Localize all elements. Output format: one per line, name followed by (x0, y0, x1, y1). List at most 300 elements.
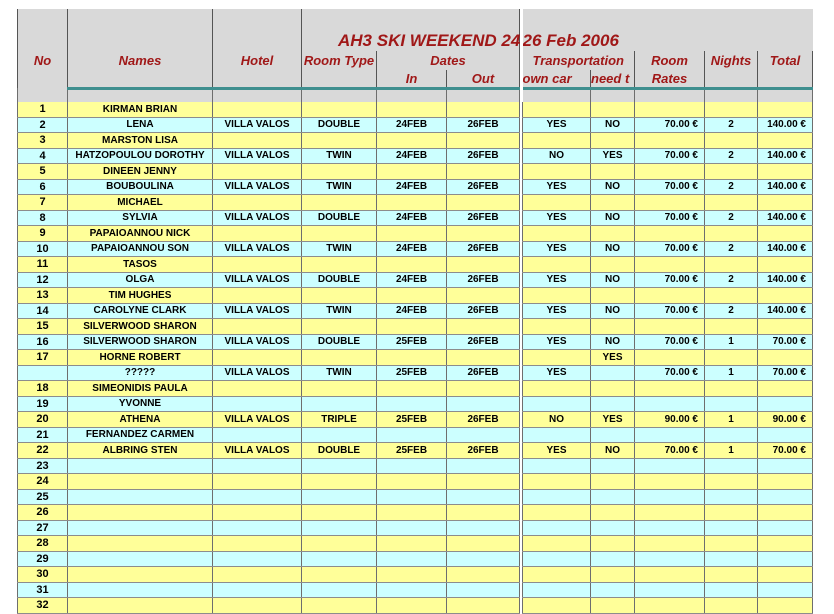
hotel-cell[interactable] (213, 164, 302, 180)
row-number[interactable] (18, 365, 68, 381)
room-rate-cell[interactable] (635, 288, 705, 304)
date-out-cell[interactable] (447, 133, 520, 149)
need-transport-cell[interactable] (591, 520, 635, 536)
need-transport-cell[interactable] (591, 551, 635, 567)
date-in-cell[interactable] (377, 381, 447, 397)
own-car-cell[interactable]: YES (523, 117, 591, 133)
nights-cell[interactable] (705, 520, 758, 536)
guest-name[interactable]: HATZOPOULOU DOROTHY (68, 148, 213, 164)
own-car-cell[interactable]: YES (523, 443, 591, 459)
guest-name[interactable]: HORNE ROBERT (68, 350, 213, 366)
room-rate-cell[interactable] (635, 582, 705, 598)
date-out-cell[interactable] (447, 582, 520, 598)
room-type-cell[interactable] (302, 350, 377, 366)
nights-cell[interactable]: 2 (705, 272, 758, 288)
date-out-cell[interactable] (447, 489, 520, 505)
room-rate-cell[interactable] (635, 536, 705, 552)
need-transport-cell[interactable] (591, 319, 635, 335)
date-in-cell[interactable] (377, 458, 447, 474)
total-cell[interactable]: 140.00 € (758, 210, 813, 226)
nights-cell[interactable] (705, 396, 758, 412)
need-transport-cell[interactable]: NO (591, 241, 635, 257)
row-number[interactable]: 19 (18, 396, 68, 412)
total-cell[interactable] (758, 195, 813, 211)
room-rate-cell[interactable]: 70.00 € (635, 241, 705, 257)
own-car-cell[interactable] (523, 133, 591, 149)
nights-cell[interactable] (705, 489, 758, 505)
row-number[interactable]: 26 (18, 505, 68, 521)
guest-name[interactable] (68, 505, 213, 521)
guest-name[interactable]: SILVERWOOD SHARON (68, 319, 213, 335)
hotel-cell[interactable] (213, 396, 302, 412)
hotel-cell[interactable]: VILLA VALOS (213, 210, 302, 226)
room-rate-cell[interactable] (635, 458, 705, 474)
row-number[interactable]: 21 (18, 427, 68, 443)
row-number[interactable]: 24 (18, 474, 68, 490)
date-in-cell[interactable]: 25FEB (377, 365, 447, 381)
hotel-cell[interactable]: VILLA VALOS (213, 365, 302, 381)
nights-cell[interactable]: 2 (705, 148, 758, 164)
room-type-cell[interactable]: DOUBLE (302, 117, 377, 133)
guest-name[interactable]: OLGA (68, 272, 213, 288)
row-number[interactable]: 32 (18, 598, 68, 614)
guest-name[interactable]: CAROLYNE CLARK (68, 303, 213, 319)
nights-cell[interactable] (705, 164, 758, 180)
guest-name[interactable]: PAPAIOANNOU NICK (68, 226, 213, 242)
guest-name[interactable]: TASOS (68, 257, 213, 273)
row-number[interactable]: 3 (18, 133, 68, 149)
date-in-cell[interactable]: 24FEB (377, 272, 447, 288)
room-rate-cell[interactable] (635, 257, 705, 273)
nights-cell[interactable] (705, 133, 758, 149)
room-type-cell[interactable] (302, 489, 377, 505)
nights-cell[interactable]: 2 (705, 117, 758, 133)
date-in-cell[interactable]: 24FEB (377, 117, 447, 133)
date-in-cell[interactable] (377, 288, 447, 304)
total-cell[interactable] (758, 257, 813, 273)
nights-cell[interactable] (705, 195, 758, 211)
hotel-cell[interactable] (213, 102, 302, 117)
date-in-cell[interactable] (377, 319, 447, 335)
hotel-cell[interactable] (213, 505, 302, 521)
total-cell[interactable] (758, 288, 813, 304)
own-car-cell[interactable] (523, 427, 591, 443)
date-in-cell[interactable] (377, 350, 447, 366)
own-car-cell[interactable] (523, 164, 591, 180)
total-cell[interactable]: 70.00 € (758, 365, 813, 381)
room-type-cell[interactable]: DOUBLE (302, 334, 377, 350)
row-number[interactable]: 17 (18, 350, 68, 366)
row-number[interactable]: 31 (18, 582, 68, 598)
need-transport-cell[interactable] (591, 396, 635, 412)
nights-cell[interactable]: 2 (705, 241, 758, 257)
room-type-cell[interactable]: DOUBLE (302, 210, 377, 226)
need-transport-cell[interactable] (591, 226, 635, 242)
total-cell[interactable] (758, 489, 813, 505)
date-in-cell[interactable] (377, 133, 447, 149)
row-number[interactable]: 4 (18, 148, 68, 164)
date-in-cell[interactable] (377, 102, 447, 117)
date-in-cell[interactable] (377, 551, 447, 567)
date-out-cell[interactable]: 26FEB (447, 241, 520, 257)
room-type-cell[interactable] (302, 133, 377, 149)
total-cell[interactable] (758, 133, 813, 149)
room-rate-cell[interactable] (635, 474, 705, 490)
room-rate-cell[interactable] (635, 319, 705, 335)
guest-name[interactable]: LENA (68, 117, 213, 133)
total-cell[interactable] (758, 551, 813, 567)
guest-name[interactable]: MICHAEL (68, 195, 213, 211)
total-cell[interactable] (758, 102, 813, 117)
hotel-cell[interactable] (213, 319, 302, 335)
nights-cell[interactable] (705, 102, 758, 117)
hotel-cell[interactable]: VILLA VALOS (213, 412, 302, 428)
date-in-cell[interactable]: 24FEB (377, 148, 447, 164)
guest-name[interactable] (68, 567, 213, 583)
date-out-cell[interactable] (447, 102, 520, 117)
row-number[interactable]: 16 (18, 334, 68, 350)
need-transport-cell[interactable] (591, 427, 635, 443)
row-number[interactable]: 1 (18, 102, 68, 117)
date-in-cell[interactable] (377, 164, 447, 180)
date-in-cell[interactable]: 24FEB (377, 303, 447, 319)
room-rate-cell[interactable] (635, 195, 705, 211)
room-type-cell[interactable] (302, 536, 377, 552)
date-in-cell[interactable] (377, 226, 447, 242)
date-out-cell[interactable] (447, 536, 520, 552)
date-out-cell[interactable] (447, 458, 520, 474)
total-cell[interactable] (758, 427, 813, 443)
room-rate-cell[interactable] (635, 350, 705, 366)
hotel-cell[interactable]: VILLA VALOS (213, 117, 302, 133)
room-type-cell[interactable] (302, 582, 377, 598)
row-number[interactable]: 15 (18, 319, 68, 335)
hotel-cell[interactable] (213, 489, 302, 505)
date-out-cell[interactable] (447, 288, 520, 304)
date-out-cell[interactable]: 26FEB (447, 412, 520, 428)
need-transport-cell[interactable] (591, 365, 635, 381)
need-transport-cell[interactable] (591, 195, 635, 211)
date-in-cell[interactable] (377, 536, 447, 552)
own-car-cell[interactable] (523, 257, 591, 273)
date-out-cell[interactable]: 26FEB (447, 148, 520, 164)
hotel-cell[interactable] (213, 195, 302, 211)
date-in-cell[interactable] (377, 489, 447, 505)
room-type-cell[interactable]: DOUBLE (302, 272, 377, 288)
need-transport-cell[interactable] (591, 133, 635, 149)
room-rate-cell[interactable] (635, 567, 705, 583)
room-rate-cell[interactable]: 70.00 € (635, 179, 705, 195)
total-cell[interactable] (758, 520, 813, 536)
hotel-cell[interactable]: VILLA VALOS (213, 241, 302, 257)
row-number[interactable]: 12 (18, 272, 68, 288)
total-cell[interactable] (758, 505, 813, 521)
date-out-cell[interactable] (447, 427, 520, 443)
total-cell[interactable] (758, 226, 813, 242)
guest-name[interactable]: MARSTON LISA (68, 133, 213, 149)
need-transport-cell[interactable] (591, 164, 635, 180)
guest-name[interactable] (68, 474, 213, 490)
hotel-cell[interactable]: VILLA VALOS (213, 334, 302, 350)
hotel-cell[interactable]: VILLA VALOS (213, 272, 302, 288)
room-rate-cell[interactable] (635, 427, 705, 443)
nights-cell[interactable] (705, 536, 758, 552)
room-type-cell[interactable] (302, 381, 377, 397)
total-cell[interactable] (758, 567, 813, 583)
guest-name[interactable] (68, 458, 213, 474)
total-cell[interactable] (758, 536, 813, 552)
guest-name[interactable] (68, 582, 213, 598)
own-car-cell[interactable] (523, 381, 591, 397)
room-rate-cell[interactable] (635, 396, 705, 412)
date-out-cell[interactable]: 26FEB (447, 117, 520, 133)
guest-name[interactable]: DINEEN JENNY (68, 164, 213, 180)
room-type-cell[interactable] (302, 257, 377, 273)
nights-cell[interactable] (705, 226, 758, 242)
own-car-cell[interactable] (523, 582, 591, 598)
own-car-cell[interactable] (523, 505, 591, 521)
room-type-cell[interactable] (302, 474, 377, 490)
row-number[interactable]: 18 (18, 381, 68, 397)
own-car-cell[interactable] (523, 536, 591, 552)
own-car-cell[interactable] (523, 489, 591, 505)
own-car-cell[interactable] (523, 474, 591, 490)
date-out-cell[interactable] (447, 505, 520, 521)
row-number[interactable]: 25 (18, 489, 68, 505)
date-in-cell[interactable]: 25FEB (377, 412, 447, 428)
hotel-cell[interactable] (213, 288, 302, 304)
date-in-cell[interactable] (377, 257, 447, 273)
nights-cell[interactable] (705, 567, 758, 583)
room-rate-cell[interactable] (635, 505, 705, 521)
hotel-cell[interactable] (213, 458, 302, 474)
guest-name[interactable]: ????? (68, 365, 213, 381)
guest-name[interactable]: YVONNE (68, 396, 213, 412)
need-transport-cell[interactable] (591, 474, 635, 490)
date-in-cell[interactable]: 25FEB (377, 334, 447, 350)
own-car-cell[interactable]: YES (523, 241, 591, 257)
date-out-cell[interactable] (447, 381, 520, 397)
date-out-cell[interactable] (447, 226, 520, 242)
need-transport-cell[interactable]: NO (591, 443, 635, 459)
date-out-cell[interactable]: 26FEB (447, 443, 520, 459)
need-transport-cell[interactable]: YES (591, 412, 635, 428)
room-type-cell[interactable]: TWIN (302, 241, 377, 257)
date-in-cell[interactable] (377, 582, 447, 598)
need-transport-cell[interactable] (591, 489, 635, 505)
own-car-cell[interactable]: NO (523, 148, 591, 164)
nights-cell[interactable]: 2 (705, 179, 758, 195)
guest-name[interactable]: PAPAIOANNOU SON (68, 241, 213, 257)
own-car-cell[interactable]: YES (523, 334, 591, 350)
date-out-cell[interactable]: 26FEB (447, 272, 520, 288)
date-out-cell[interactable] (447, 520, 520, 536)
guest-name[interactable]: SILVERWOOD SHARON (68, 334, 213, 350)
row-number[interactable]: 6 (18, 179, 68, 195)
room-rate-cell[interactable] (635, 133, 705, 149)
total-cell[interactable] (758, 319, 813, 335)
need-transport-cell[interactable]: NO (591, 179, 635, 195)
nights-cell[interactable] (705, 505, 758, 521)
row-number[interactable]: 14 (18, 303, 68, 319)
date-in-cell[interactable] (377, 505, 447, 521)
hotel-cell[interactable] (213, 350, 302, 366)
date-out-cell[interactable] (447, 396, 520, 412)
room-type-cell[interactable] (302, 520, 377, 536)
nights-cell[interactable]: 1 (705, 365, 758, 381)
room-type-cell[interactable] (302, 551, 377, 567)
date-out-cell[interactable] (447, 567, 520, 583)
room-type-cell[interactable] (302, 396, 377, 412)
own-car-cell[interactable] (523, 567, 591, 583)
nights-cell[interactable]: 2 (705, 303, 758, 319)
date-in-cell[interactable] (377, 396, 447, 412)
nights-cell[interactable] (705, 319, 758, 335)
row-number[interactable]: 5 (18, 164, 68, 180)
total-cell[interactable] (758, 474, 813, 490)
room-rate-cell[interactable] (635, 102, 705, 117)
need-transport-cell[interactable]: NO (591, 117, 635, 133)
hotel-cell[interactable]: VILLA VALOS (213, 179, 302, 195)
total-cell[interactable] (758, 381, 813, 397)
date-in-cell[interactable] (377, 567, 447, 583)
room-type-cell[interactable] (302, 164, 377, 180)
room-rate-cell[interactable] (635, 520, 705, 536)
room-type-cell[interactable]: TRIPLE (302, 412, 377, 428)
own-car-cell[interactable]: YES (523, 365, 591, 381)
hotel-cell[interactable] (213, 257, 302, 273)
total-cell[interactable]: 140.00 € (758, 272, 813, 288)
room-type-cell[interactable]: TWIN (302, 303, 377, 319)
date-in-cell[interactable]: 25FEB (377, 443, 447, 459)
date-out-cell[interactable] (447, 164, 520, 180)
hotel-cell[interactable] (213, 427, 302, 443)
row-number[interactable]: 23 (18, 458, 68, 474)
nights-cell[interactable] (705, 458, 758, 474)
row-number[interactable]: 30 (18, 567, 68, 583)
room-rate-cell[interactable] (635, 551, 705, 567)
room-type-cell[interactable] (302, 102, 377, 117)
date-in-cell[interactable] (377, 427, 447, 443)
need-transport-cell[interactable]: NO (591, 272, 635, 288)
own-car-cell[interactable] (523, 319, 591, 335)
nights-cell[interactable] (705, 551, 758, 567)
room-rate-cell[interactable]: 90.00 € (635, 412, 705, 428)
need-transport-cell[interactable] (591, 257, 635, 273)
nights-cell[interactable]: 2 (705, 210, 758, 226)
own-car-cell[interactable] (523, 350, 591, 366)
row-number[interactable]: 13 (18, 288, 68, 304)
guest-name[interactable] (68, 489, 213, 505)
own-car-cell[interactable]: YES (523, 272, 591, 288)
nights-cell[interactable] (705, 350, 758, 366)
room-rate-cell[interactable]: 70.00 € (635, 334, 705, 350)
nights-cell[interactable] (705, 474, 758, 490)
room-type-cell[interactable] (302, 195, 377, 211)
need-transport-cell[interactable]: YES (591, 148, 635, 164)
row-number[interactable]: 22 (18, 443, 68, 459)
hotel-cell[interactable]: VILLA VALOS (213, 443, 302, 459)
date-out-cell[interactable] (447, 551, 520, 567)
total-cell[interactable]: 70.00 € (758, 443, 813, 459)
own-car-cell[interactable] (523, 520, 591, 536)
guest-name[interactable] (68, 551, 213, 567)
guest-name[interactable]: FERNANDEZ CARMEN (68, 427, 213, 443)
guest-name[interactable]: KIRMAN BRIAN (68, 102, 213, 117)
row-number[interactable]: 9 (18, 226, 68, 242)
row-number[interactable]: 29 (18, 551, 68, 567)
hotel-cell[interactable] (213, 474, 302, 490)
need-transport-cell[interactable]: NO (591, 210, 635, 226)
room-type-cell[interactable] (302, 226, 377, 242)
nights-cell[interactable] (705, 381, 758, 397)
guest-name[interactable] (68, 520, 213, 536)
date-out-cell[interactable]: 26FEB (447, 303, 520, 319)
total-cell[interactable] (758, 582, 813, 598)
total-cell[interactable]: 140.00 € (758, 117, 813, 133)
row-number[interactable]: 7 (18, 195, 68, 211)
room-type-cell[interactable] (302, 505, 377, 521)
date-out-cell[interactable]: 26FEB (447, 210, 520, 226)
own-car-cell[interactable] (523, 288, 591, 304)
room-type-cell[interactable]: TWIN (302, 148, 377, 164)
nights-cell[interactable] (705, 288, 758, 304)
date-in-cell[interactable]: 24FEB (377, 179, 447, 195)
hotel-cell[interactable] (213, 567, 302, 583)
hotel-cell[interactable] (213, 133, 302, 149)
room-rate-cell[interactable]: 70.00 € (635, 148, 705, 164)
guest-name[interactable] (68, 536, 213, 552)
hotel-cell[interactable]: VILLA VALOS (213, 303, 302, 319)
need-transport-cell[interactable] (591, 458, 635, 474)
own-car-cell[interactable] (523, 195, 591, 211)
guest-name[interactable]: ATHENA (68, 412, 213, 428)
room-type-cell[interactable]: TWIN (302, 179, 377, 195)
nights-cell[interactable]: 1 (705, 443, 758, 459)
own-car-cell[interactable] (523, 102, 591, 117)
need-transport-cell[interactable] (591, 102, 635, 117)
own-car-cell[interactable]: YES (523, 179, 591, 195)
total-cell[interactable] (758, 164, 813, 180)
room-rate-cell[interactable] (635, 489, 705, 505)
need-transport-cell[interactable]: NO (591, 303, 635, 319)
total-cell[interactable]: 140.00 € (758, 148, 813, 164)
row-number[interactable]: 20 (18, 412, 68, 428)
date-out-cell[interactable]: 26FEB (447, 365, 520, 381)
room-rate-cell[interactable] (635, 381, 705, 397)
nights-cell[interactable] (705, 582, 758, 598)
date-in-cell[interactable]: 24FEB (377, 210, 447, 226)
hotel-cell[interactable] (213, 536, 302, 552)
room-type-cell[interactable] (302, 458, 377, 474)
nights-cell[interactable] (705, 257, 758, 273)
guest-name[interactable]: TIM HUGHES (68, 288, 213, 304)
room-type-cell[interactable] (302, 319, 377, 335)
total-cell[interactable] (758, 458, 813, 474)
nights-cell[interactable]: 1 (705, 412, 758, 428)
room-rate-cell[interactable]: 70.00 € (635, 443, 705, 459)
need-transport-cell[interactable] (591, 582, 635, 598)
need-transport-cell[interactable] (591, 288, 635, 304)
hotel-cell[interactable] (213, 582, 302, 598)
own-car-cell[interactable] (523, 551, 591, 567)
need-transport-cell[interactable]: NO (591, 334, 635, 350)
date-in-cell[interactable] (377, 195, 447, 211)
need-transport-cell[interactable] (591, 567, 635, 583)
room-type-cell[interactable] (302, 288, 377, 304)
hotel-cell[interactable] (213, 381, 302, 397)
row-number[interactable]: 28 (18, 536, 68, 552)
